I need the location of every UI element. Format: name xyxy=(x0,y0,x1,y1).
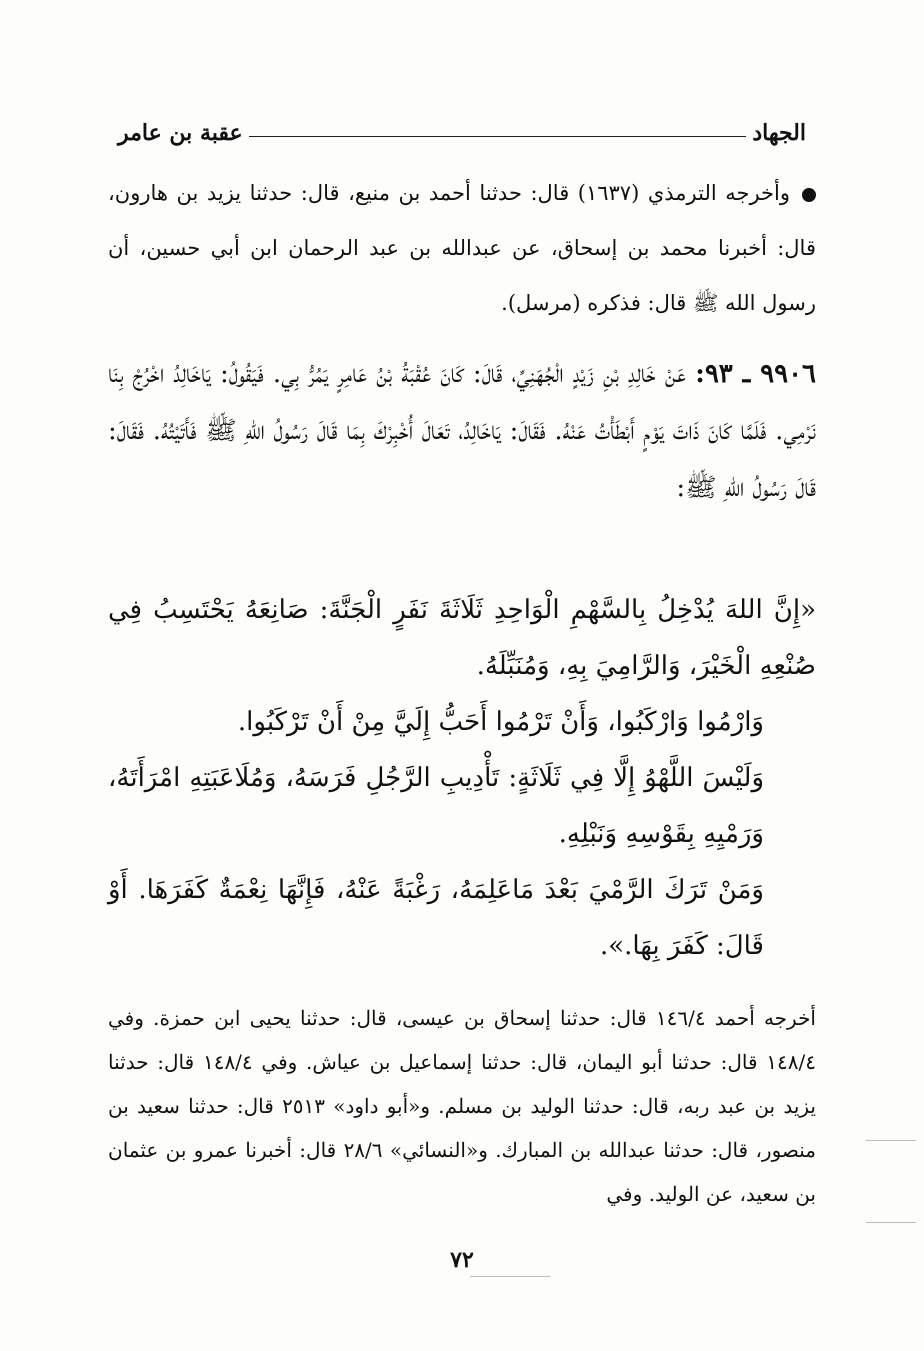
hadith-number: ٩٩٠٦ ـ ٩٣: xyxy=(695,359,816,389)
bullet-icon xyxy=(802,188,816,202)
quote-paragraph-3: وَلَيْسَ اللَّهْوُ إِلَّا فِي ثَلَاثَةٍ: تَأْدِيبِ الرَّجُلِ فَرَسَهُ، وَمُلَاعَبَتِهِ امْرَأَتَهُ، وَرَمْيِهِ بِقَوْسِهِ وَنَبْلِهِ. xyxy=(108,763,764,849)
quote-paragraph-2: وَارْمُوا وَارْكَبُوا، وَأَنْ تَرْمُوا أَحَبُّ إِلَيَّ مِنْ أَنْ تَرْكَبُوا. xyxy=(237,707,764,737)
scan-smudge xyxy=(866,1140,916,1141)
hadith-block xyxy=(108,346,816,517)
intro-paragraph xyxy=(108,166,816,331)
takhrij-text: أخرجه أحمد ١٤٦/٤ قال: حدثنا إسحاق بن عيسى، قال: حدثنا يحيى ابن حمزة. وفي ١٤٨/٤ قال: حدثنا أبو اليمان، قال: حدثنا إسماعيل بن عياش. وفي ١٤٨/٤ قال: حدثنا يزيد بن عبد ربه، قال: حدثنا الوليد بن مسلم. و«أبو داود» ٢٥١٣ قال: حدثنا سعيد بن منصور، قال: حدثنا عبدالله بن المبارك. و«النسائي» ٢٨/٦ قال: أخبرنا عمرو بن عثمان بن سعيد، عن الوليد. وفي xyxy=(108,1006,816,1206)
intro-text: وأخرجه الترمذي (١٦٣٧) قال: حدثنا أحمد بن منيع، قال: حدثنا يزيد بن هارون، قال: أخبرنا محمد بن إسحاق، عن عبدالله بن عبد الرحمان ابن أبي حسين، أن رسول الله ﷺ قال: فذكره (مرسل). xyxy=(108,181,816,315)
page-number: ٧٢ xyxy=(450,1247,474,1273)
takhrij-footnote xyxy=(108,996,816,1216)
hadith-text: عَنْ خَالِدِ بْنِ زَيْدٍ الْجُهَنِيِّ، قَالَ: كَانَ عُقْبَةُ بْنُ عَامِرٍ يَمُرُّ بِي. فَيَقُولُ: يَاخَالِدُ اخْرُجْ بِنَا نَرْمِي. فَلَمَّا كَانَ ذَاتَ يَوْمٍ أَبْطَأْتُ عَنْهُ. فَقَالَ: يَاخَالِدُ، تَعَالَ أُخْبِرْكَ بِمَا قَالَ رَسُولُ اللهِ ﷺ فَأَتَيْتُهُ. فَقَالَ: قَالَ رَسُولُ اللهِ ﷺ: xyxy=(108,359,816,503)
scan-smudge xyxy=(866,1222,916,1223)
header-chapter-title: الجهاد xyxy=(746,118,812,148)
scan-smudge xyxy=(470,1276,550,1277)
quote-paragraph-4: وَمَنْ تَرَكَ الرَّمْيَ بَعْدَ مَاعَلِمَهُ، رَغْبَةً عَنْهُ، فَإِنَّهَا نِعْمَةٌ كَفَرَهَا. أَوْ قَالَ: كَفَرَ بِهَا.». xyxy=(108,875,764,961)
header-section-title: عقبة بن عامر xyxy=(112,118,249,148)
prophetic-quote xyxy=(108,582,816,974)
quote-paragraph-1: «إِنَّ اللهَ يُدْخِلُ بِالسَّهْمِ الْوَاحِدِ ثَلَاثَةَ نَفَرٍ الْجَنَّةَ: صَانِعَهُ يَحْتَسِبُ فِي صُنْعِهِ الْخَيْرَ، وَالرَّامِيَ بِهِ، وَمُنَبِّلَهُ. xyxy=(108,595,816,681)
running-header xyxy=(112,116,812,152)
